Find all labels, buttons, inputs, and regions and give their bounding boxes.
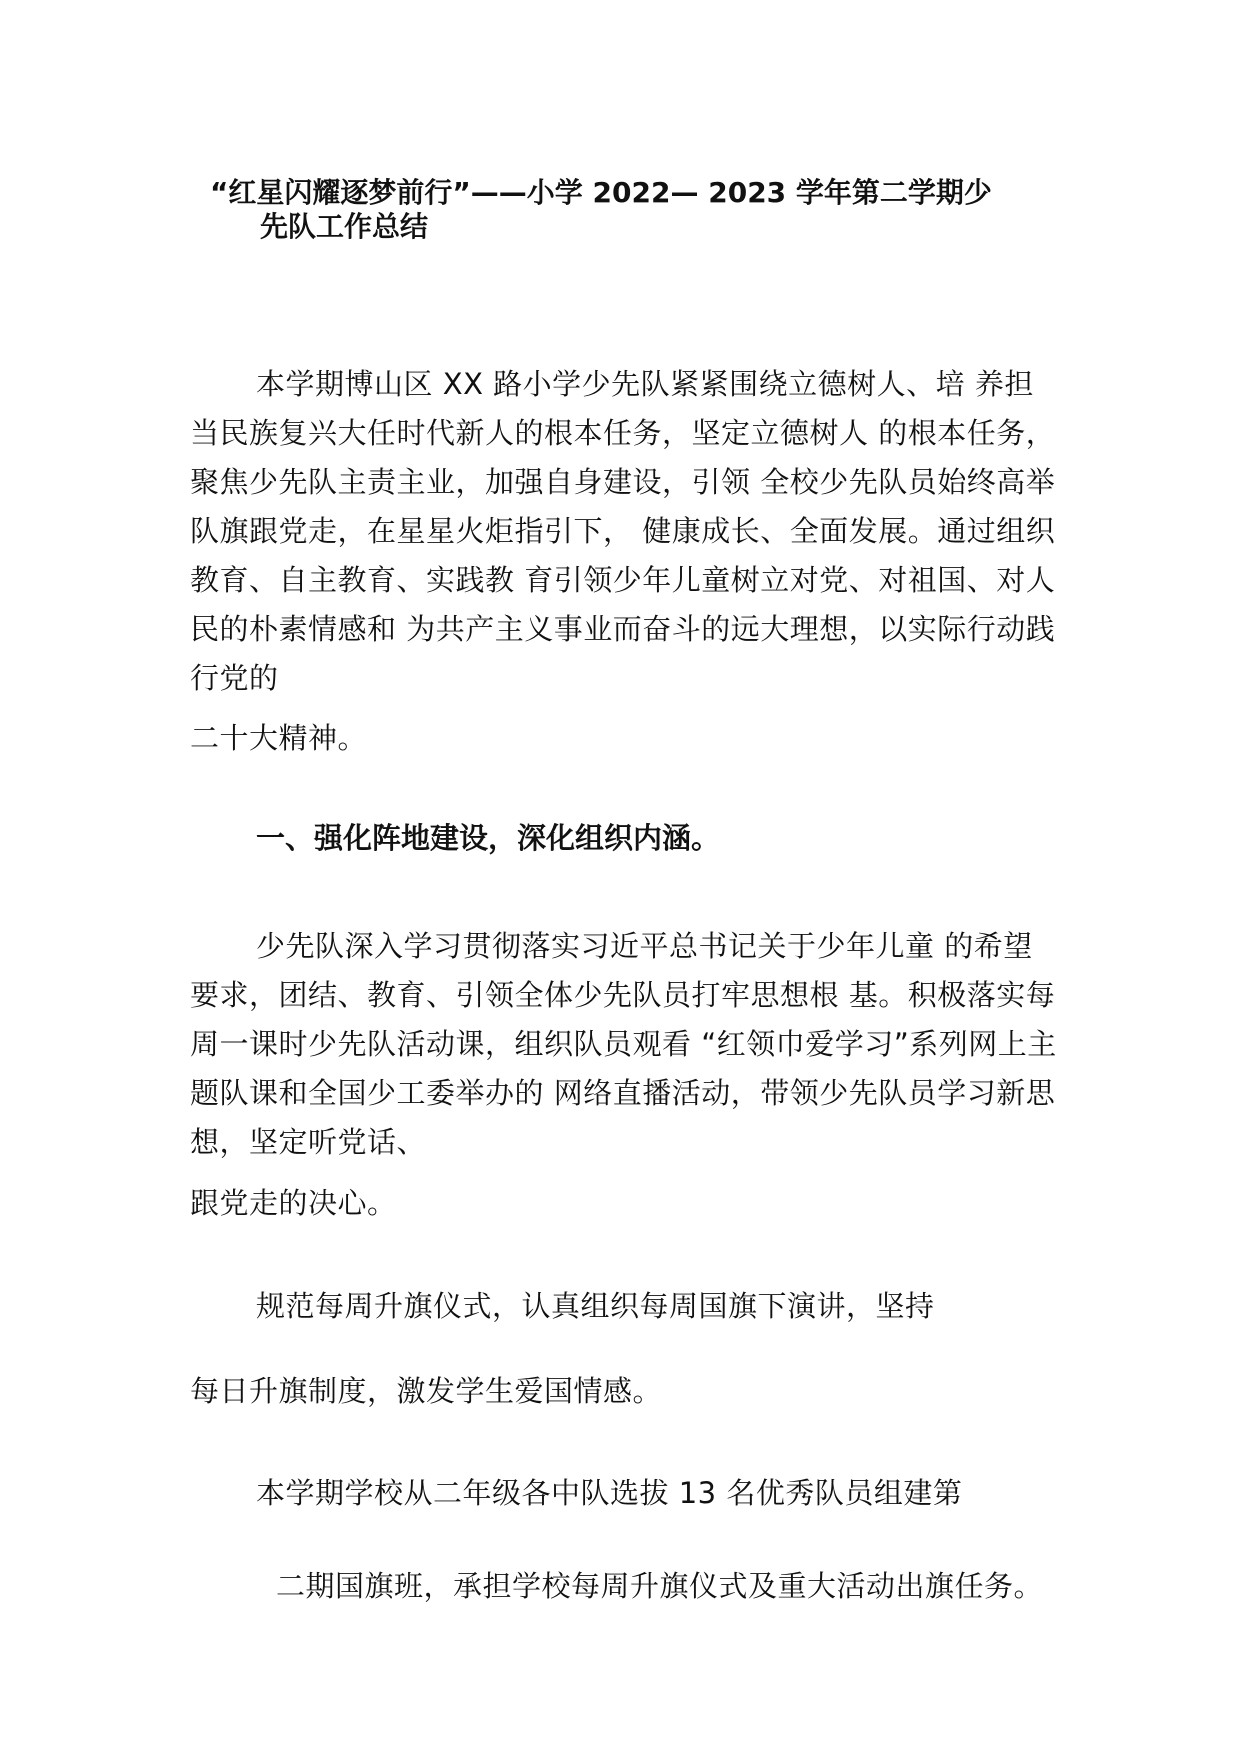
flag-ceremony-paragraph-tail: 每日升旗制度，激发学生爱国情感。 xyxy=(190,1374,663,1408)
flag-team-paragraph: 本学期学校从二年级各中队选拔 13 名优秀队员组建第 xyxy=(256,1476,963,1510)
intro-paragraph: 本学期博山区 XX 路小学少先队紧紧围绕立德树人、培 养担当民族复兴大任时代新人的根本任务，坚定立德树人 的根本任务，聚焦少先队主责主业，加强自身建设，引领 全校少先队员始终高举队旗跟党走，在星星火炬指引下， 健康成长、全面发展。通过组织教育、自主教育、实践教 育引领少年儿童树立对党、对祖国、对人民的朴素情感和 为共产主义事业而奋斗的远大理想，以实际行动践行党的 xyxy=(190,367,1056,695)
flag-ceremony-paragraph: 规范每周升旗仪式，认真组织每周国旗下演讲，坚持 xyxy=(256,1289,935,1323)
title-line-1: “红星闪耀逐梦前行”——小学 2022— 2023 学年第二学期少 xyxy=(210,176,992,209)
title-line-2: 先队工作总结 xyxy=(260,210,429,243)
section-heading-1: 一、强化阵地建设，深化组织内涵。 xyxy=(256,821,721,855)
section1-paragraph: 少先队深入学习贯彻落实习近平总书记关于少年儿童 的希望要求，团结、教育、引领全体少先队员打牢思想根 基。积极落实每周一课时少先队活动课，组织队员观看 “红领巾爱学习”系列网上主题队课和全国少工委举办的 网络直播活动，带领少先队员学习新思想，坚定听党话、 xyxy=(190,929,1057,1159)
section1-paragraph-tail: 跟党走的决心。 xyxy=(190,1186,397,1220)
flag-team-paragraph-tail: 二期国旗班，承担学校每周升旗仪式及重大活动出旗任务。 xyxy=(276,1569,1044,1603)
document-title xyxy=(210,176,1090,244)
intro-paragraph-tail: 二十大精神。 xyxy=(190,721,368,755)
